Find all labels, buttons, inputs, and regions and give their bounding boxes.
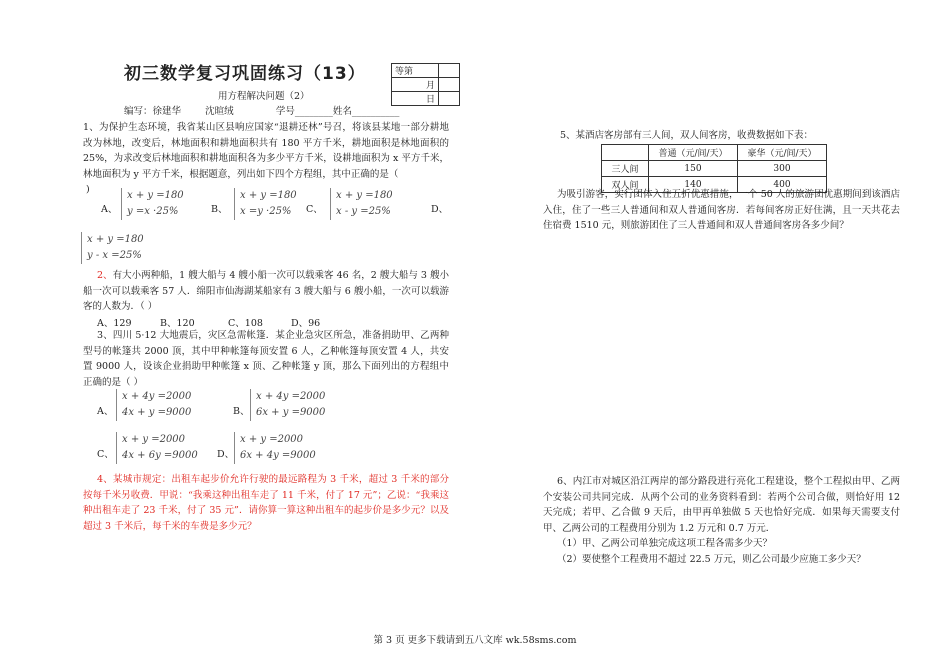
q3-option-b-system: x + 4y =2000 6x + y =9000 <box>250 389 325 421</box>
q3-option-d-system: x + y =2000 6x + 4y =9000 <box>234 432 316 464</box>
q3-option-c-label: C、 <box>97 449 114 460</box>
author-line: 编写：徐建华 沈暄绒 学号________姓名__________ <box>124 106 400 117</box>
q1-option-b-label: B、 <box>211 204 228 215</box>
q3-option-a-system: x + 4y =2000 4x + y =9000 <box>116 389 191 421</box>
question-5-intro: 5、某酒店客房部有三人间，双人间客房，收费数据如下表： <box>560 130 814 141</box>
question-4-text: 4、某城市规定：出租车起步价允许行驶的最远路程为 3 千米，超过 3 千米的部分按每千米另收费．甲说：“我乘这种出租车走了 11 千米，付了 17 元”；乙说：“我乘这种出租车走了 23 千米，付了 35 元”．请你算一算这种出租车的起步价是多少元？以及超过 3 千米后，每千米的车费是多少元？ <box>83 474 449 532</box>
q1-option-c-label: C、 <box>306 204 323 215</box>
question-6-part-2: （2）要使整个工程费用不超过 22.5 万元，则乙公司最少应施工多少天？ <box>557 554 866 565</box>
q3-option-d-label: D、 <box>217 449 235 460</box>
stamp-month: 月 <box>392 78 439 92</box>
q1-option-d-system: x + y =180 y - x =25% <box>81 232 144 264</box>
stamp-label: 等第 <box>392 64 439 78</box>
question-6-part-1: （1）甲、乙两公司单独完成这项工程各需多少天？ <box>557 538 773 549</box>
q2-option-d: D、96 <box>291 318 321 329</box>
grade-stamp-box <box>391 63 460 106</box>
q3-option-b-label: B、 <box>233 406 250 417</box>
q3-option-c-system: x + y =2000 4x + 6y =9000 <box>116 432 198 464</box>
question-5-text: 为吸引游客，实行团体入住五折优惠措施，一个 50 人的旅游团优惠期间到该酒店入住，住了一些三人普通间和双人普通间客房．若每间客房正好住满，且一天共花去住宿费 1510 元，则旅游团住了三人普通间和双人普通间客房各多少间？ <box>543 189 900 232</box>
page-title: 初三数学复习巩固练习（13） <box>124 64 366 84</box>
question-6-text: 6、内江市对城区沿江两岸的部分路段进行亮化工程建设，整个工程拟由甲、乙两个安装公司共同完成．从两个公司的业务资料看到：若两个公司合做，则恰好用 12 天完成；若甲、乙合做 9 天后，由甲再单独做 5 天也恰好完成．如果每天需要支付甲、乙两公司的工程费用分别为 1.2 万元和 0.7 万元． <box>543 476 900 534</box>
q1-option-d-label: D、 <box>431 204 449 215</box>
table-row: 双人间 140 400 <box>602 177 827 193</box>
table-header-row: 普通（元/间/天） 豪华（元/间/天） <box>602 145 827 161</box>
q1-option-a-system: x + y =180 y =x ·25% <box>121 188 184 220</box>
page-footer: 第 3 页 更多下载请到五八文库 wk.58sms.com <box>373 635 577 646</box>
page-subtitle: 用方程解决问题（2） <box>218 91 310 102</box>
q3-option-a-label: A、 <box>97 406 114 417</box>
q1-option-b-system: x + y =180 x =y ·25% <box>234 188 297 220</box>
room-price-table <box>601 144 827 193</box>
question-1-text: 1、为保护生态环境，我省某山区县响应国家“退耕还林”号召，将该县某地一部分耕地改为林地，改变后，林地面积和耕地面积共有 180 平方千米，耕地面积是林地面积的 25%，为求改变后林地面积和耕地面积各为多少平方千米，设耕地面积为 x 平方千米，林地面积为 y 平方千米，根据题意，列出如下四个方程组，其中正确的是（ ) <box>83 122 449 196</box>
question-2-text: 2、有大小两种船，1 艘大船与 4 艘小船一次可以载乘客 46 名，2 艘大船与 3 艘小船一次可以载乘客 57 人．绵阳市仙海湖某船家有 3 艘大船与 6 艘小船，一次可以载游客的人数为．（ ） <box>83 270 449 313</box>
table-row: 三人间 150 300 <box>602 161 827 177</box>
q2-option-c: C、108 <box>228 318 263 329</box>
stamp-day: 日 <box>392 92 439 106</box>
q2-option-b: B、120 <box>160 318 195 329</box>
q1-option-c-system: x + y =180 x - y =25% <box>330 188 393 220</box>
q1-option-a-label: A、 <box>101 204 118 215</box>
question-3-text: 3、四川 5·12 大地震后，灾区急需帐篷．某企业急灾区所急，准备捐助甲、乙两种型号的帐篷共 2000 顶，其中甲种帐篷每顶安置 6 人，乙种帐篷每顶安置 4 人，共安置 9000 人，设该企业捐助甲种帐篷 x 顶、乙种帐篷 y 顶，那么下面列出的方程组中正确的是（ ） <box>83 330 449 388</box>
q2-option-a: A、129 <box>97 318 132 329</box>
